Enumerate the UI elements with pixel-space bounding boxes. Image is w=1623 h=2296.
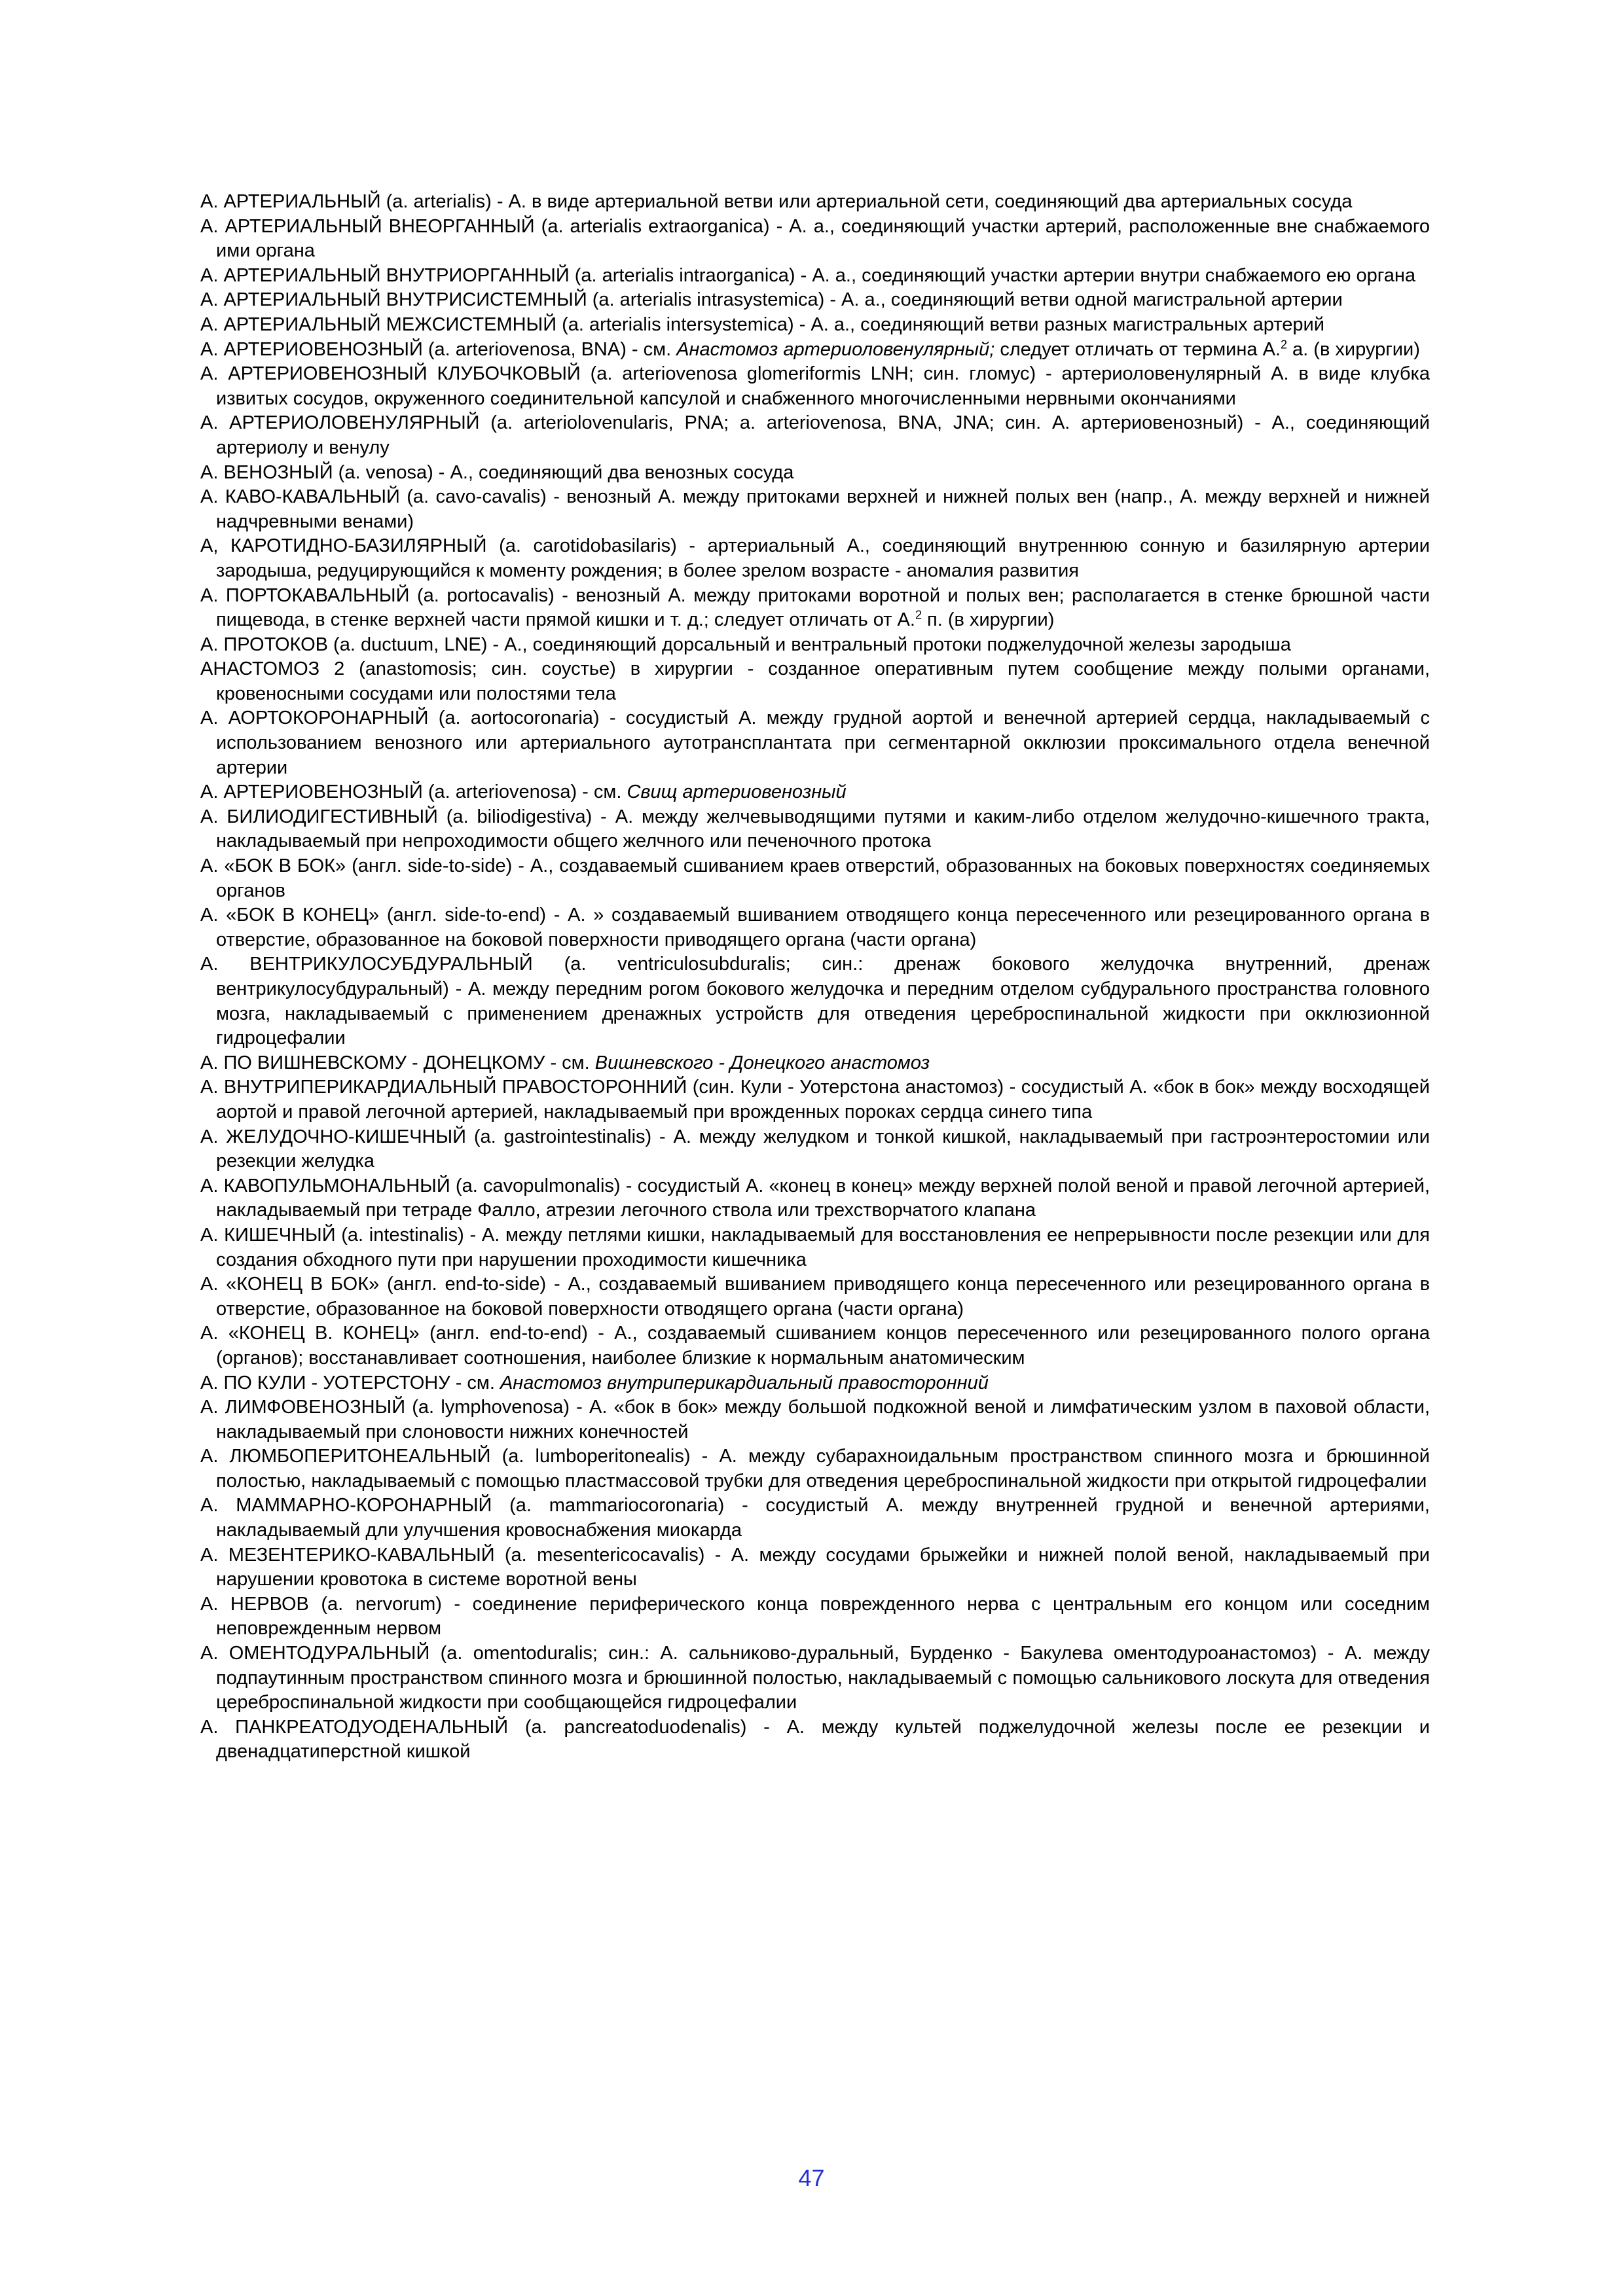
superscript: 2 [915, 608, 922, 622]
entry-text: А. МАММАРНО-КОРОНАРНЫЙ (a. mammariocoronaria) - сосудистый А. между внутренней грудной и венечной артериями, накладываемый дли улучшения кровоснабжения миокарда [200, 1495, 1430, 1541]
dictionary-entry [200, 362, 1430, 411]
dictionary-entry [200, 952, 1430, 1050]
entry-text: А. КАВОПУЛЬМОНАЛЬНЫЙ (a. cavopulmonalis) - сосудистый А. «конец в конец» между верхней полой веной и правой легочной артерией, накладываемый при тетраде Фалло, атрезии легочного ствола или трехстворчатого клапана [200, 1175, 1430, 1221]
dictionary-entry [200, 1051, 1430, 1076]
dictionary-entry [200, 633, 1430, 658]
dictionary-entry [200, 1494, 1430, 1543]
dictionary-entry [200, 1543, 1430, 1592]
entry-text: п. (в хирургии) [921, 609, 1055, 631]
entry-text: А. БИЛИОДИГЕСТИВНЫЙ (a. biliodigestiva) - А. между желчевыводящими путями и каким-либо отделом желудочно-кишечного тракта, накладываемый при непроходимости общего желчного или печеночного протока [200, 806, 1430, 852]
dictionary-entry [200, 461, 1430, 486]
entry-text: А. ЛЮМБОПЕРИТОНЕАЛЬНЫЙ (a. lumboperitonealis) - А. между субарахноидальным пространством спинного мозга и брюшинной полостью, накладываемый с помощью пластмассовой трубки для отведения цереброспинальной жидкости при открытой гидроцефалии [200, 1446, 1430, 1492]
dictionary-entry [200, 264, 1430, 289]
dictionary-entry [200, 780, 1430, 805]
dictionary-entry [200, 288, 1430, 313]
cross-reference: Анастомоз артериоловенулярный; [676, 338, 995, 360]
dictionary-entry [200, 706, 1430, 780]
dictionary-entry [200, 1592, 1430, 1641]
entry-text: А. АРТЕРИАЛЬНЫЙ ВНЕОРГАННЫЙ (a. arterialis extraorganica) - А. а., соединяющий участки артерий, расположенные вне снабжаемого ими органа [200, 215, 1430, 262]
dictionary-entry [200, 1641, 1430, 1715]
entry-text: А. ВНУТРИПЕРИКАРДИАЛЬНЫЙ ПРАВОСТОРОННИЙ (син. Кули - Уотерстона анастомоз) - сосудистый А. «бок в бок» между восходящей аортой и правой легочной артерией, накладываемый при врожденных пороках сердца синего типа [200, 1077, 1430, 1122]
entry-text: А. НЕРВОВ (a. nervorum) - соединение периферического конца поврежденного нерва с центральным его концом или соседним неповрежденным нервом [200, 1593, 1430, 1640]
entry-text: А. ПРОТОКОВ (a. ductuum, LNE) - А., соединяющий дорсальный и вентральный протоки поджелудочной железы зародыша [200, 634, 1291, 655]
dictionary-entry [200, 190, 1430, 215]
dictionary-entry [200, 215, 1430, 264]
page-number: 47 [798, 2164, 825, 2191]
entry-text: А. ЛИМФОВЕНОЗНЫЙ (a. lymphovenosa) - А. «бок в бок» между большой подкожной веной и лимфатическим узлом в паховой области, накладываемый при слоновости нижних конечностей [200, 1397, 1430, 1443]
entry-text: А. «БОК В КОНЕЦ» (англ. side-to-end) - А. » создаваемый вшиванием отводящего конца пересеченного или резецированного органа в отверстие, образованное на боковой поверхности приводящего органа (части органа) [200, 905, 1430, 950]
superscript: 2 [1280, 337, 1287, 351]
dictionary-entry [200, 1715, 1430, 1765]
entry-text: А. АОРТОКОРОНАРНЫЙ (a. aortocoronaria) - сосудистый А. между грудной аортой и венечной артерией сердца, накладываемый с использованием венозного или артериального аутотрансплантата при сегментарной окклюзии проксимального отдела венечной артерии [200, 708, 1430, 778]
dictionary-entry [200, 805, 1430, 854]
entry-text: А. АРТЕРИОЛОВЕНУЛЯРНЫЙ (a. arteriolovenularis, PNA; a. arteriovenosa, BNA, JNA; син. А. артериовенозный) - А., соединяющий артериолу и венулу [200, 412, 1430, 458]
dictionary-entry [200, 1075, 1430, 1124]
dictionary-entry [200, 1321, 1430, 1371]
dictionary-entry [200, 338, 1430, 363]
dictionary-entry [200, 411, 1430, 460]
dictionary-entry [200, 1223, 1430, 1272]
entry-text: А. АРТЕРИАЛЬНЫЙ МЕЖСИСТЕМНЫЙ (a. arterialis intersystemica) - А. а., соединяющий ветви разных магистральных артерий [200, 314, 1324, 335]
dictionary-entry [200, 584, 1430, 633]
dictionary-entry [200, 657, 1430, 706]
entry-text: А. ВЕНОЗНЫЙ (a. venosa) - А., соединяющий два венозных сосуда [200, 461, 794, 483]
entry-text: следует отличать от термина А. [994, 338, 1281, 360]
entry-text: А. ОМЕНТОДУРАЛЬНЫЙ (a. omentoduralis; син.: А. сальниково-дуральный, Бурденко - Бакулева оментодуроанастомоз) - А. между подпаутинным пространством спинного мозга и брюшинной полостью, накладываемый с помощью сальникового лоскута для отведения цереброспинальной жидкости при сообщающейся гидроцефалии [200, 1643, 1430, 1713]
dictionary-entry [200, 485, 1430, 534]
entry-text: А. ПАНКРЕАТОДУОДЕНАЛЬНЫЙ (a. pancreatoduodenalis) - А. между культей поджелудочной железы после ее резекции и двенадцатиперстной кишкой [200, 1716, 1430, 1763]
entry-text: А. ВЕНТРИКУЛОСУБДУРАЛЬНЫЙ (a. ventriculosubduralis; син.: дренаж бокового желудочка внутренний, дренаж вентрикулосубдуральный) - А. между передним рогом бокового желудочка и передним отделом субдурального пространства головного мозга, накладываемый с применением дренажных устройств для отведения цереброспинальной жидкости при окклюзионной гидроцефалии [200, 954, 1430, 1049]
entry-text: А. АРТЕРИОВЕНОЗНЫЙ (a. arteriovenosa) - см. [200, 781, 627, 803]
entry-text: АНАСТОМОЗ 2 (anastomosis; син. соустье) в хирургии - созданное оперативным путем сообщение между полыми органами, кровеносными сосудами или полостями тела [200, 658, 1430, 704]
entry-text: А. МЕЗЕНТЕРИКО-КАВАЛЬНЫЙ (a. mesentericocavalis) - А. между сосудами брыжейки и нижней полой веной, накладываемый при нарушении кровотока в системе воротной вены [200, 1544, 1430, 1590]
entry-text: А. ПОРТОКАВАЛЬНЫЙ (a. portocavalis) - венозный А. между притоками воротной и полых вен; располагается в стенке брюшной части пищевода, в стенке верхней части прямой кишки и т. д.; следует отличать от А. [200, 584, 1430, 631]
entry-text: А. АРТЕРИАЛЬНЫЙ (a. arterialis) - А. в виде артериальной ветви или артериальной сети, соединяющий два артериальных сосуда [200, 191, 1353, 212]
entry-text: А. «КОНЕЦ В БОК» (англ. end-to-side) - А., создаваемый вшиванием приводящего конца пересеченного или резецированного органа в отверстие, образованное на боковой поверхности отводящего органа (части органа) [200, 1274, 1430, 1319]
entry-text: А. АРТЕРИАЛЬНЫЙ ВНУТРИСИСТЕМНЫЙ (a. arterialis intrasystemica) - А. а., соединяющий ветви одной магистральной артерии [200, 289, 1343, 311]
dictionary-entry [200, 1125, 1430, 1174]
entry-text: А. АРТЕРИАЛЬНЫЙ ВНУТРИОРГАННЫЙ (a. arterialis intraorganica) - А. а., соединяющий участки артерии внутри снабжаемого ею органа [200, 264, 1415, 286]
entry-text: А. АРТЕРИОВЕНОЗНЫЙ (a. arteriovenosa, BNA) - см. [200, 338, 677, 360]
entry-text: А. ПО КУЛИ - УОТЕРСТОНУ - см. [200, 1372, 500, 1393]
entry-text: А. КАВО-КАВАЛЬНЫЙ (a. cavo-cavalis) - венозный А. между притоками верхней и нижней полых вен (напр., А. между верхней и нижней надчревными венами) [200, 486, 1430, 532]
dictionary-entry [200, 1395, 1430, 1444]
entry-text: А. ПО ВИШНЕВСКОМУ - ДОНЕЦКОМУ - см. [200, 1052, 595, 1073]
entry-text: А. ЖЕЛУДОЧНО-КИШЕЧНЫЙ (a. gastrointestinalis) - А. между желудком и тонкой кишкой, накладываемый при гастроэнтеростомии или резекции желудка [200, 1126, 1430, 1172]
cross-reference: Вишневского - Донецкого анастомоз [594, 1052, 930, 1073]
dictionary-entries [200, 190, 1430, 1765]
dictionary-entry [200, 1174, 1430, 1223]
cross-reference: Анастомоз внутриперикардиальный правосторонний [500, 1372, 989, 1393]
entry-text: А. КИШЕЧНЫЙ (a. intestinalis) - А. между петлями кишки, накладываемый для восстановления ее непрерывности после резекции или для создания обходного пути при нарушении проходимости кишечника [200, 1224, 1430, 1270]
dictionary-entry [200, 1272, 1430, 1321]
dictionary-entry [200, 854, 1430, 903]
entry-text: А. АРТЕРИОВЕНОЗНЫЙ КЛУБОЧКОВЫЙ (a. arteriovenosa glomeriformis LNH; син. гломус) - артериоловенулярный А. в виде клубка извитых сосудов, окруженного соединительной капсулой и снабженного многочисленными нервными окончаниями [200, 363, 1430, 409]
dictionary-entry [200, 1371, 1430, 1396]
dictionary-entry [200, 534, 1430, 583]
entry-text: А. «БОК В БОК» (англ. side-to-side) - А., создаваемый сшиванием краев отверстий, образованных на боковых поверхностях соединяемых органов [200, 855, 1430, 901]
entry-text: А, КАРОТИДНО-БАЗИЛЯРНЫЙ (a. carotidobasilaris) - артериальный А., соединяющий внутреннюю сонную и базилярную артерии зародыша, редуцирующийся к моменту рождения; в более зрелом возрасте - аномалия развития [200, 535, 1430, 581]
dictionary-entry [200, 903, 1430, 952]
cross-reference: Свищ артериовенозный [627, 781, 847, 803]
entry-text: а. (в хирургии) [1287, 338, 1420, 360]
entry-text: А. «КОНЕЦ В. КОНЕЦ» (англ. end-to-end) - А., создаваемый сшиванием концов пересеченного или резецированного полого органа (органов); восстанавливает соотношения, наиболее близкие к нормальным анатомическим [200, 1323, 1430, 1369]
dictionary-entry [200, 1444, 1430, 1494]
dictionary-entry [200, 313, 1430, 338]
